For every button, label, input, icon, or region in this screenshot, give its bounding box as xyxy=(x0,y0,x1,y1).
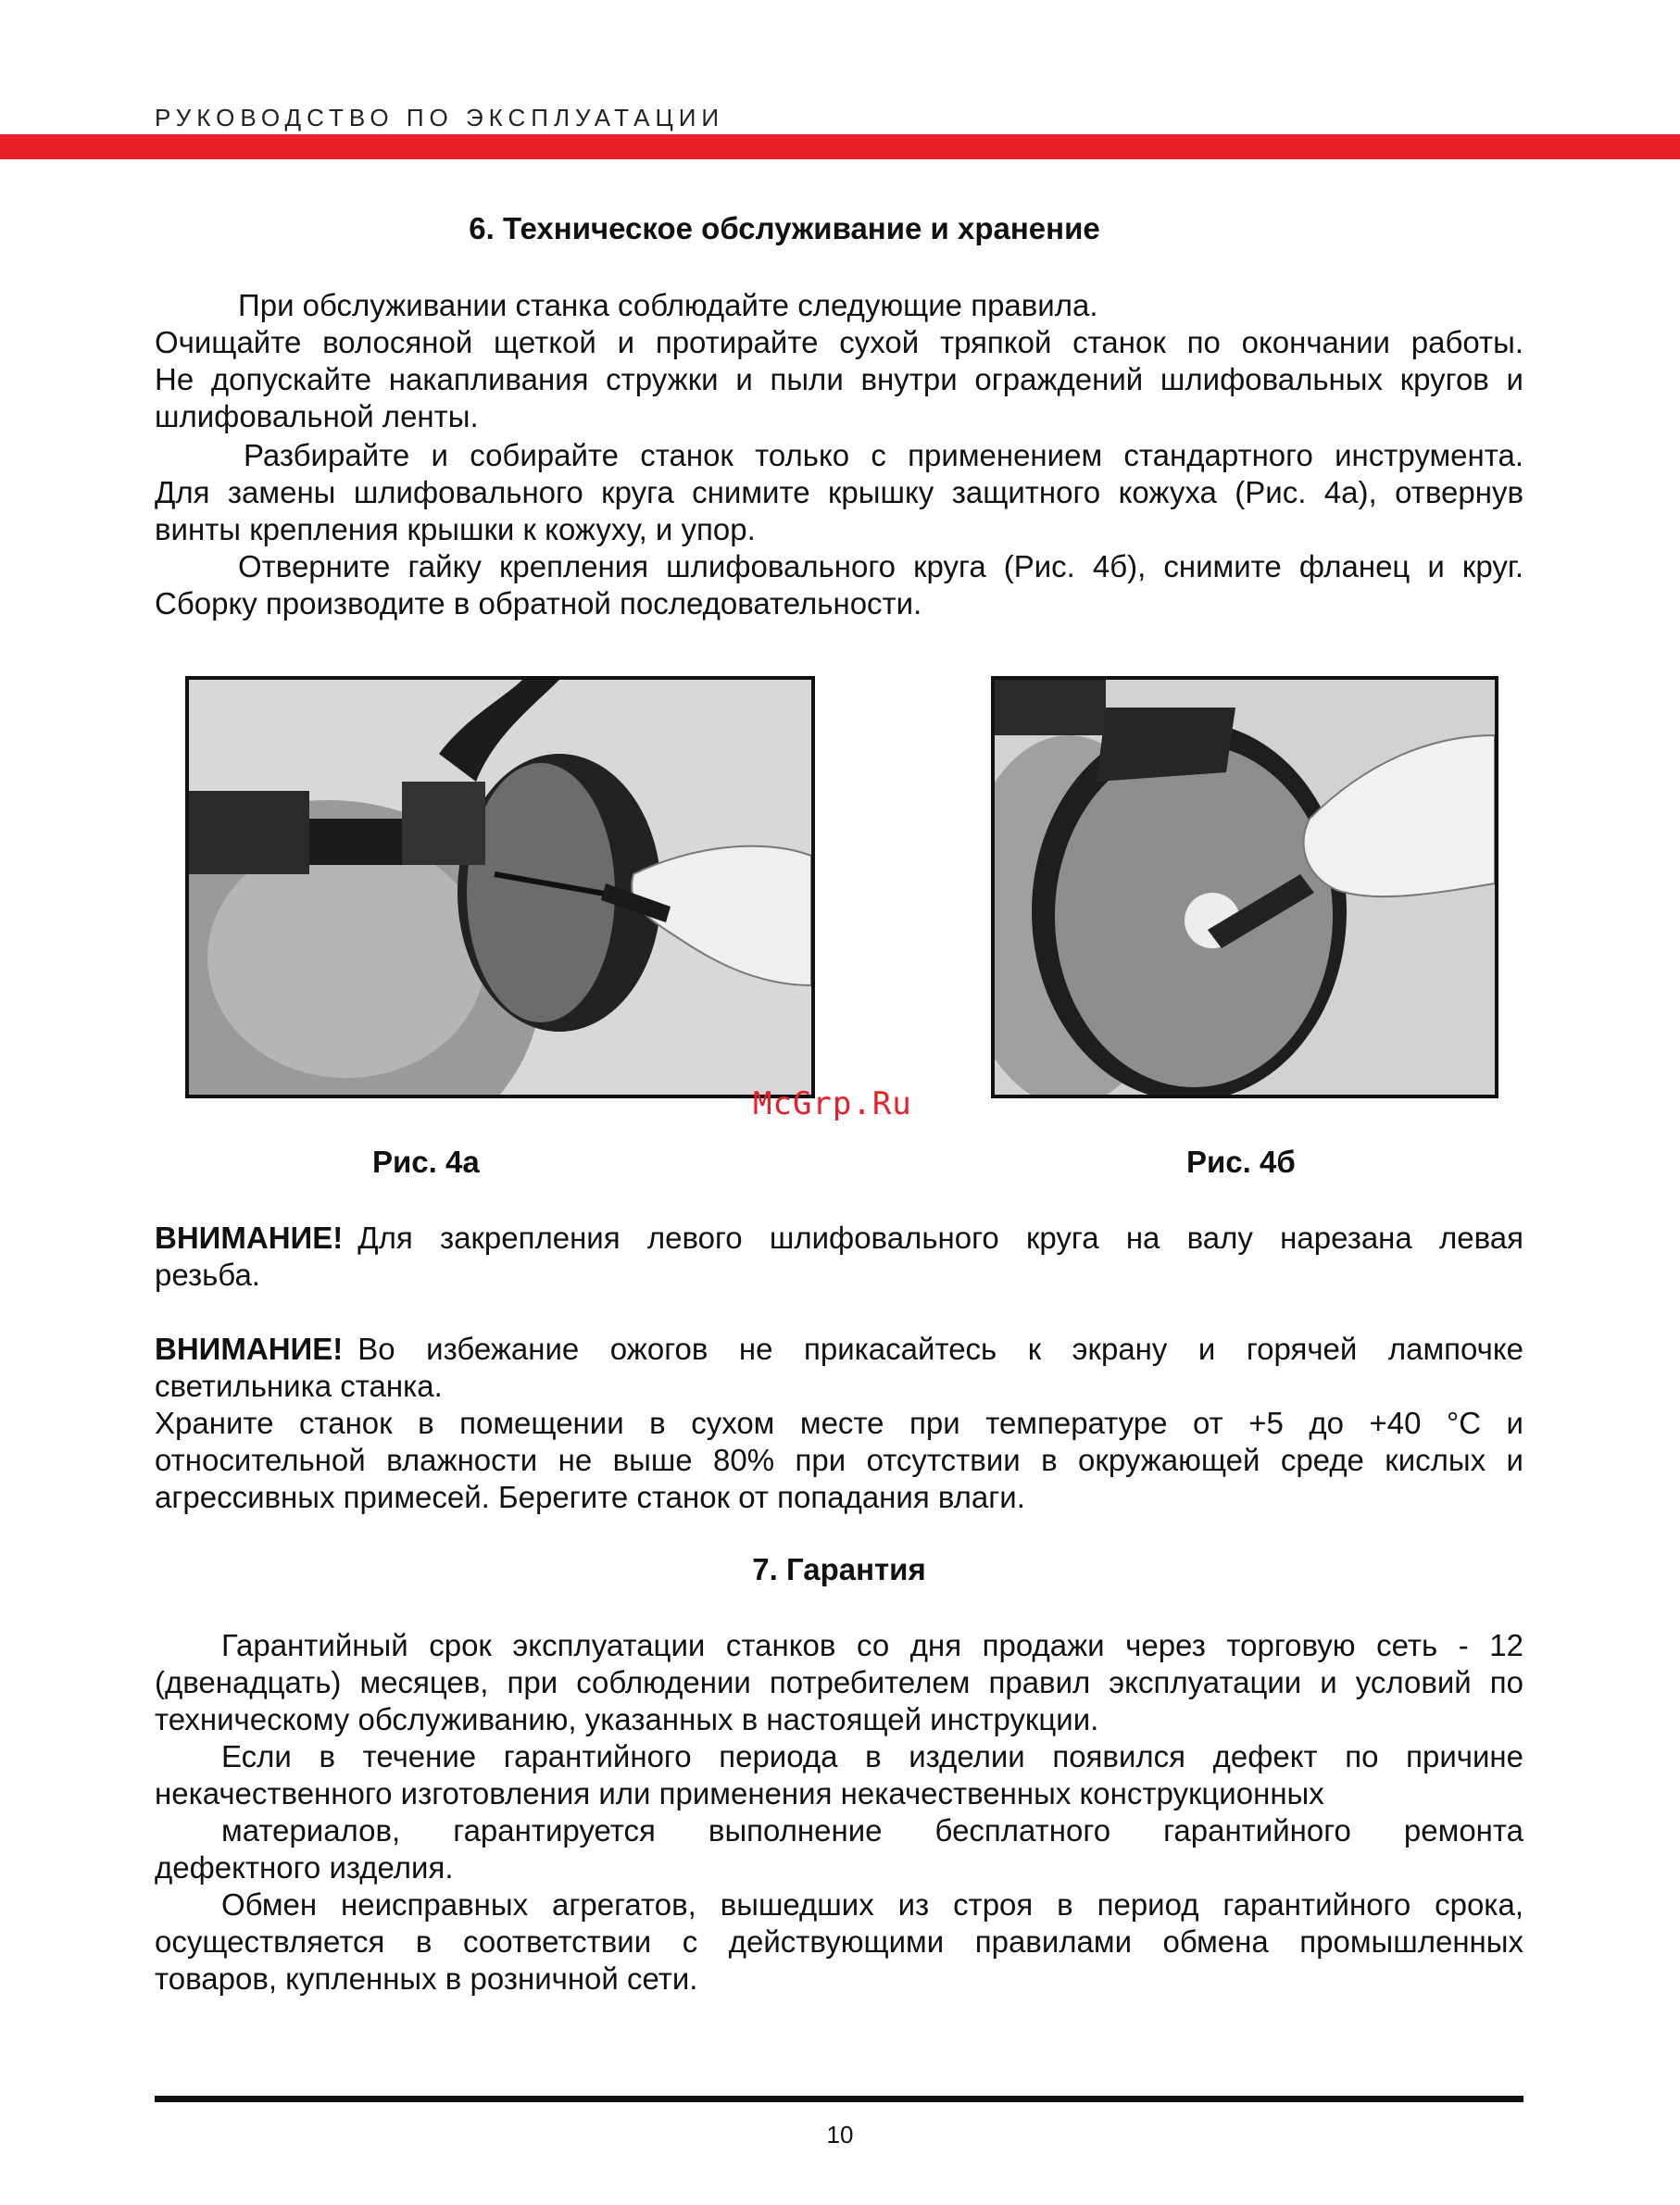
storage-line-1: Храните станок в помещении в сухом месте при температуре от +5 до +40 °С и xyxy=(155,1406,1523,1440)
figure-4a-caption: Рис. 4а xyxy=(372,1145,480,1179)
s7-line-6: материалов, гарантируется выполнение бесплатного гарантийного ремонта xyxy=(221,1813,1523,1848)
s7-line-9: осуществляется в соответствии с действующими правилами обмена промышленных xyxy=(155,1924,1523,1959)
warning-1-text: Для закрепления левого шлифовального круга на валу нарезана левая xyxy=(357,1221,1523,1255)
s6-line-7: винты крепления крышки к кожуху, и упор. xyxy=(155,512,756,546)
s7-line-3: техническому обслуживанию, указанных в настоящей инструкции. xyxy=(155,1702,1099,1736)
s6-line-9: Сборку производите в обратной последовательности. xyxy=(155,586,922,620)
warning-1-line-2: резьба. xyxy=(155,1258,260,1292)
s7-line-5: некачественного изготовления или применения некачественных конструкционных xyxy=(155,1776,1324,1810)
s7-line-8: Обмен неисправных агрегатов, вышедших из строя в период гарантийного срока, xyxy=(221,1887,1523,1922)
s7-line-1: Гарантийный срок эксплуатации станков со дня продажи через торговую сеть - 12 xyxy=(221,1628,1523,1662)
footer-rule xyxy=(155,2096,1523,2102)
s6-line-4: шлифовальной ленты. xyxy=(155,399,479,433)
page-number: 10 xyxy=(826,2121,854,2149)
warning-2-line-1 xyxy=(155,1331,1523,1368)
s6-line-6: Для замены шлифовального круга снимите крышку защитного кожуха (Рис. 4а), отвернув xyxy=(155,475,1523,509)
section-6-title: 6. Техническое обслуживание и хранение xyxy=(469,211,1100,245)
warning-2-line-2: светильника станка. xyxy=(155,1369,443,1403)
running-header: РУКОВОДСТВО ПО ЭКСПЛУАТАЦИИ xyxy=(155,104,725,132)
warning-1-line-1 xyxy=(155,1220,1523,1257)
s6-line-1: При обслуживании станка соблюдайте следующие правила. xyxy=(238,288,1098,322)
s6-line-5: Разбирайте и собирайте станок только с применением стандартного инструмента. xyxy=(244,438,1523,472)
grinder-nut-removal-illustration xyxy=(995,680,1495,1095)
section-7-title: 7. Гарантия xyxy=(752,1552,926,1586)
figure-4b-photo xyxy=(991,676,1498,1098)
s7-line-10: товаров, купленных в розничной сети. xyxy=(155,1961,698,1996)
storage-line-3: агрессивных примесей. Берегите станок от попадания влаги. xyxy=(155,1480,1025,1514)
s6-line-8: Отверните гайку крепления шлифовального круга (Рис. 4б), снимите фланец и круг. xyxy=(238,549,1523,583)
warning-2-label: ВНИМАНИЕ! xyxy=(155,1332,344,1366)
s7-line-7: дефектного изделия. xyxy=(155,1850,454,1885)
figure-4b-caption: Рис. 4б xyxy=(1186,1145,1296,1179)
figure-4a-photo xyxy=(185,676,815,1098)
warning-1-label: ВНИМАНИЕ! xyxy=(155,1221,344,1255)
warning-2-text: Во избежание ожогов не прикасайтесь к экрану и горячей лампочке xyxy=(357,1332,1523,1366)
s6-line-2: Очищайте волосяной щеткой и протирайте сухой тряпкой станок по окончании работы. xyxy=(155,325,1523,359)
s7-line-2: (двенадцать) месяцев, при соблюдении потребителем правил эксплуатации и условий по xyxy=(155,1665,1523,1699)
storage-line-2: относительной влажности не выше 80% при отсутствии в окружающей среде кислых и xyxy=(155,1443,1523,1477)
watermark: McGrp.Ru xyxy=(753,1085,912,1122)
header-red-bar xyxy=(0,134,1680,159)
grinder-cover-removal-illustration xyxy=(189,680,811,1095)
s6-line-3: Не допускайте накапливания стружки и пыли внутри ограждений шлифовальных кругов и xyxy=(155,362,1523,396)
s7-line-4: Если в течение гарантийного периода в изделии появился дефект по причине xyxy=(221,1739,1523,1773)
